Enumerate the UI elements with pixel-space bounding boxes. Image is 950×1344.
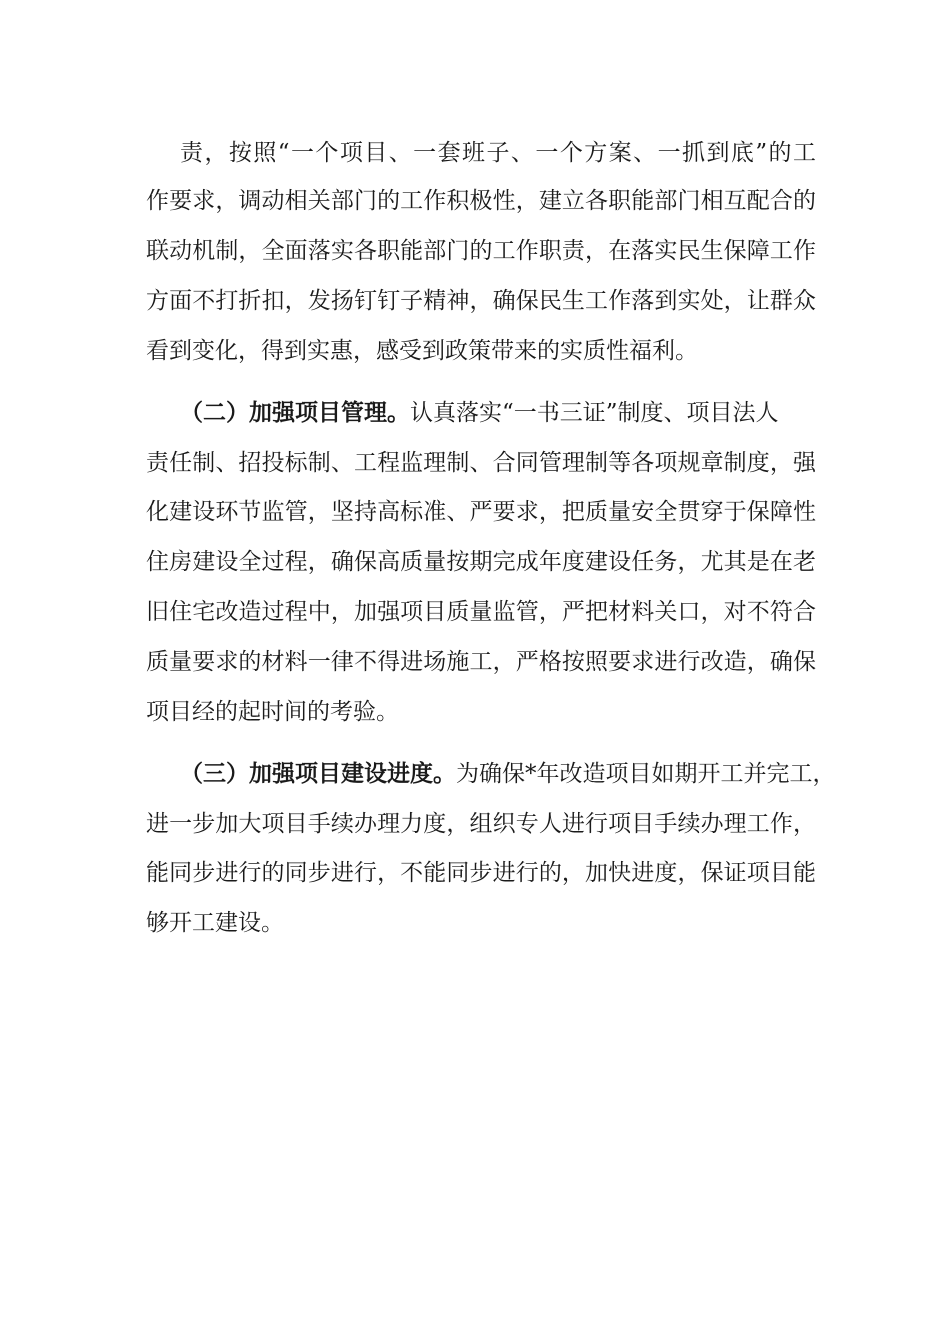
paragraph-2-line-1 (180, 398, 816, 428)
paragraph-3-line-1 (180, 759, 836, 789)
paragraph-2-line-6: 质量要求的材料一律不得进场施工，严格按照要求进行改造，确保 (146, 649, 816, 675)
paragraph-1-line-3: 联动机制，全面落实各职能部门的工作职责，在落实民生保障工作 (146, 238, 816, 264)
paragraph-2-line-2: 责任制、招投标制、工程监理制、合同管理制等各项规章制度，强 (146, 450, 816, 476)
paragraph-2-first-line-text: 认真落实“一书三证”制度、项目法人 (410, 400, 779, 426)
paragraph-3-first-line-text: 为确保*年改造项目如期开工并完工， (456, 761, 836, 787)
paragraph-2-line-3: 化建设环节监管，坚持高标准、严要求，把质量安全贯穿于保障性 (146, 499, 816, 525)
paragraph-3-line-3: 能同步进行的同步进行，不能同步进行的，加快进度，保证项目能 (146, 860, 816, 886)
paragraph-2-heading: （二）加强项目管理。 (180, 400, 410, 426)
paragraph-1-line-4: 方面不打折扣，发扬钉钉子精神，确保民生工作落到实处，让群众 (146, 288, 816, 314)
paragraph-2-line-4: 住房建设全过程，确保高质量按期完成年度建设任务，尤其是在老 (146, 549, 816, 575)
paragraph-2-line-7: 项目经的起时间的考验。 (146, 699, 399, 725)
paragraph-3-heading: （三）加强项目建设进度。 (180, 761, 456, 787)
paragraph-2-line-5: 旧住宅改造过程中，加强项目质量监管，严把材料关口，对不符合 (146, 599, 816, 625)
paragraph-3-line-2: 进一步加大项目手续办理力度，组织专人进行项目手续办理工作， (146, 811, 816, 837)
paragraph-1-line-1: 责，按照“一个项目、一套班子、一个方案、一抓到底”的工 (180, 140, 816, 166)
paragraph-1-line-5: 看到变化，得到实惠，感受到政策带来的实质性福利。 (146, 338, 698, 364)
paragraph-3-line-4: 够开工建设。 (146, 910, 284, 936)
paragraph-1-line-2: 作要求，调动相关部门的工作积极性，建立各职能部门相互配合的 (146, 188, 816, 214)
